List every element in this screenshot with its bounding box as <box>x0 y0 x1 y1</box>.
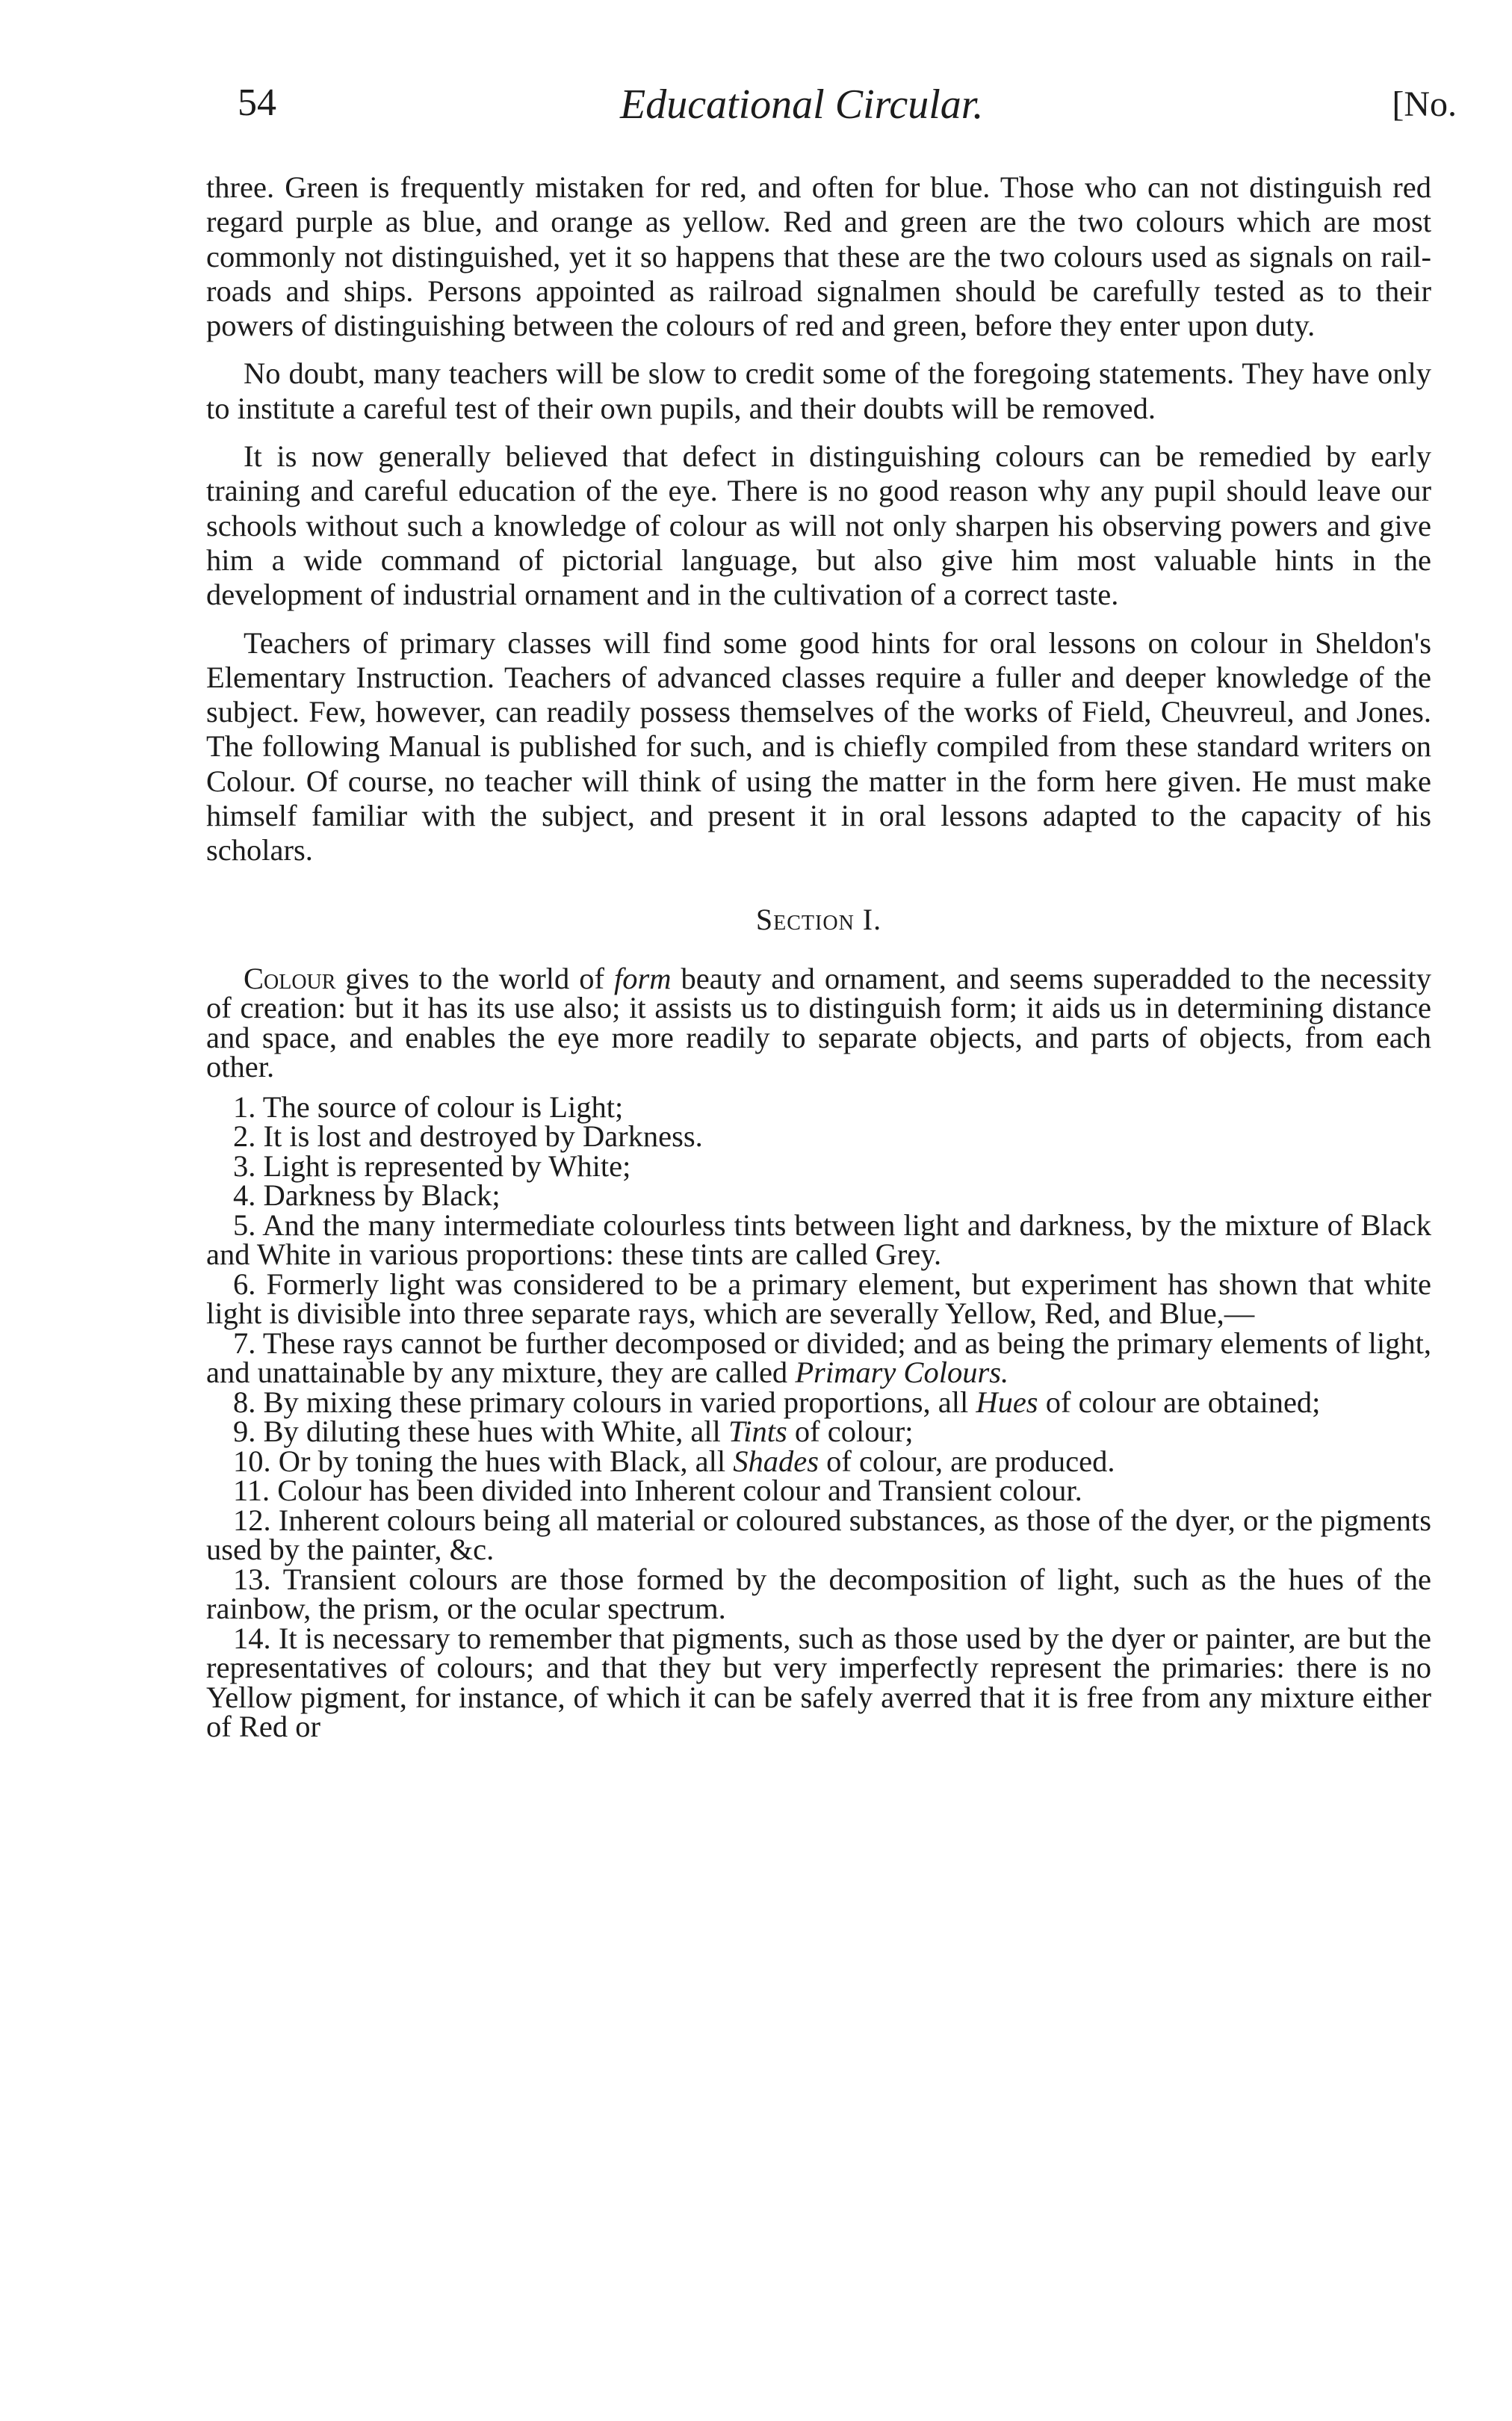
item-number: 10. <box>233 1444 271 1478</box>
item-number: 2. <box>233 1119 256 1154</box>
page-number: 54 <box>238 81 276 124</box>
item-text: By mixing these primary colours in varied proportions, all <box>263 1385 976 1419</box>
list-item <box>206 1089 1431 1124</box>
item-text: Light is represented by White; <box>263 1148 631 1183</box>
list-item <box>206 1503 1431 1567</box>
item-text-after: of colour, are produced. <box>819 1444 1115 1478</box>
item-text: It is lost and destroyed by Darkness. <box>263 1119 703 1154</box>
item-text: Colour has been divided into Inherent colour and Transient colour. <box>277 1474 1082 1508</box>
list-item <box>206 1621 1432 1744</box>
numbered-list <box>206 1089 1432 1744</box>
intro-emphasis: form <box>613 961 672 995</box>
item-number: 6. <box>233 1267 256 1301</box>
paragraph: Teachers of primary classes will find some good hints for oral lessons on colour in Sheldon's Elementary Instruction. Teachers of advanced classes require a fuller and deeper knowledge of the subject. Few, however, can readily possess themselves of the works of Field, Cheuvreul, and Jones. The following Manual is published for such, and is chiefly compiled from these standard writers on Colour. Of course, no teacher will think of using the matter in the form here given. He must make himself familiar with the subject, and present it in oral lessons adapted to the capacity of his scholars. <box>206 625 1431 868</box>
item-text: These rays cannot be further decomposed or divided; and as being the primary elements of light, and unattainable by any mixture, they are called <box>206 1326 1431 1390</box>
item-number: 11. <box>233 1474 270 1508</box>
item-number: 1. <box>233 1089 256 1124</box>
paragraph: No doubt, many teachers will be slow to credit some of the foregoing statements. They have only to institute a careful test of their own pupils, and their doubts will be removed. <box>206 356 1431 425</box>
item-text: By diluting these hues with White, all <box>263 1414 728 1449</box>
item-number: 4. <box>233 1178 256 1213</box>
item-text: Formerly light was considered to be a primary element, but experiment has shown that white light is divisible into three separate rays, which are severally Yellow, Red, and Blue,— <box>206 1267 1431 1331</box>
item-emphasis: Tints <box>728 1414 787 1449</box>
list-item <box>206 1444 1431 1478</box>
list-item <box>206 1414 1431 1449</box>
item-text: The source of colour is Light; <box>262 1089 624 1124</box>
item-number: 9. <box>233 1414 256 1449</box>
list-item <box>206 1119 1431 1154</box>
item-text: And the many intermediate colourless tints between light and darkness, by the mixture of Black and White in various proportions: these tints are called Grey. <box>206 1208 1432 1272</box>
list-item <box>206 1267 1431 1331</box>
paragraph: It is now generally believed that defect in distinguishing colours can be remedied by early training and careful education of the eye. There is no good reason why any pupil should leave our schools without such a knowledge of colour as will not only sharpen his observing powers and give him a wide command of pictorial language, but also give him most valuable hints in the development of industrial ornament and in the cultivation of a correct taste. <box>206 439 1431 612</box>
item-number: 8. <box>233 1385 256 1419</box>
item-emphasis: Primary Colours. <box>795 1355 1009 1390</box>
paragraph-continuation: three. Green is frequently mistaken for red, and often for blue. Those who can not distinguish red regard purple as blue, and orange as yellow. Red and green are the two colours which are most commonly not distinguished, yet it so happens that these are the two colours used as signals on rail-roads and ships. Persons appointed as railroad signalmen should be carefully tested as to their powers of distinguishing between the colours of red and green, before they enter upon duty. <box>206 170 1431 343</box>
item-text: Or by toning the hues with Black, all <box>278 1444 734 1478</box>
item-text: Transient colours are those formed by the decomposition of light, such as the hues of the rainbow, the prism, or the ocular spectrum. <box>206 1562 1431 1626</box>
section-heading: Section I. <box>755 902 882 936</box>
item-text: It is necessary to remember that pigments, such as those used by the dyer or painter, are but the representatives of colours; and that they but very imperfectly represent the primaries: there is no Yellow pigment, for instance, of which it can be safely averred that it is free from any mixture either of Red or <box>206 1621 1432 1744</box>
list-item <box>206 1210 1431 1270</box>
item-emphasis: Hues <box>976 1385 1038 1419</box>
item-number: 5. <box>233 1208 256 1242</box>
section-intro <box>206 961 1431 1084</box>
list-item <box>206 1562 1431 1626</box>
list-item <box>206 1385 1431 1419</box>
list-item <box>206 1476 1431 1506</box>
item-text-after: of colour; <box>787 1414 914 1449</box>
item-emphasis: Shades <box>733 1444 819 1478</box>
body-text <box>206 170 1431 1742</box>
intro-text: gives to the world of <box>335 961 614 995</box>
item-number: 7. <box>233 1326 256 1360</box>
list-item <box>206 1178 1431 1213</box>
item-number: 12. <box>233 1503 271 1537</box>
item-text: Inherent colours being all material or coloured substances, as those of the dyer, or the pigments used by the painter, &c. <box>206 1503 1431 1567</box>
list-item <box>206 1326 1431 1390</box>
item-number: 13. <box>233 1562 271 1596</box>
item-number: 14. <box>233 1621 271 1655</box>
item-text: Darkness by Black; <box>263 1178 501 1213</box>
page-header <box>232 81 1457 140</box>
running-title: Educational Circular. <box>620 81 984 128</box>
intro-text: beauty and ornament, and seems superadded to the necessity of creation: but it has its use also; it assists us to distinguish form; it aids us in determining distance and space, and enables the eye more readily to separate objects, and parts of objects, from each other. <box>206 961 1431 1084</box>
list-item <box>206 1148 1431 1183</box>
item-text-after: of colour are obtained; <box>1038 1385 1321 1419</box>
issue-mark: [No. <box>1392 84 1457 124</box>
item-number: 3. <box>233 1148 256 1183</box>
intro-lead-word: Colour <box>244 961 336 995</box>
